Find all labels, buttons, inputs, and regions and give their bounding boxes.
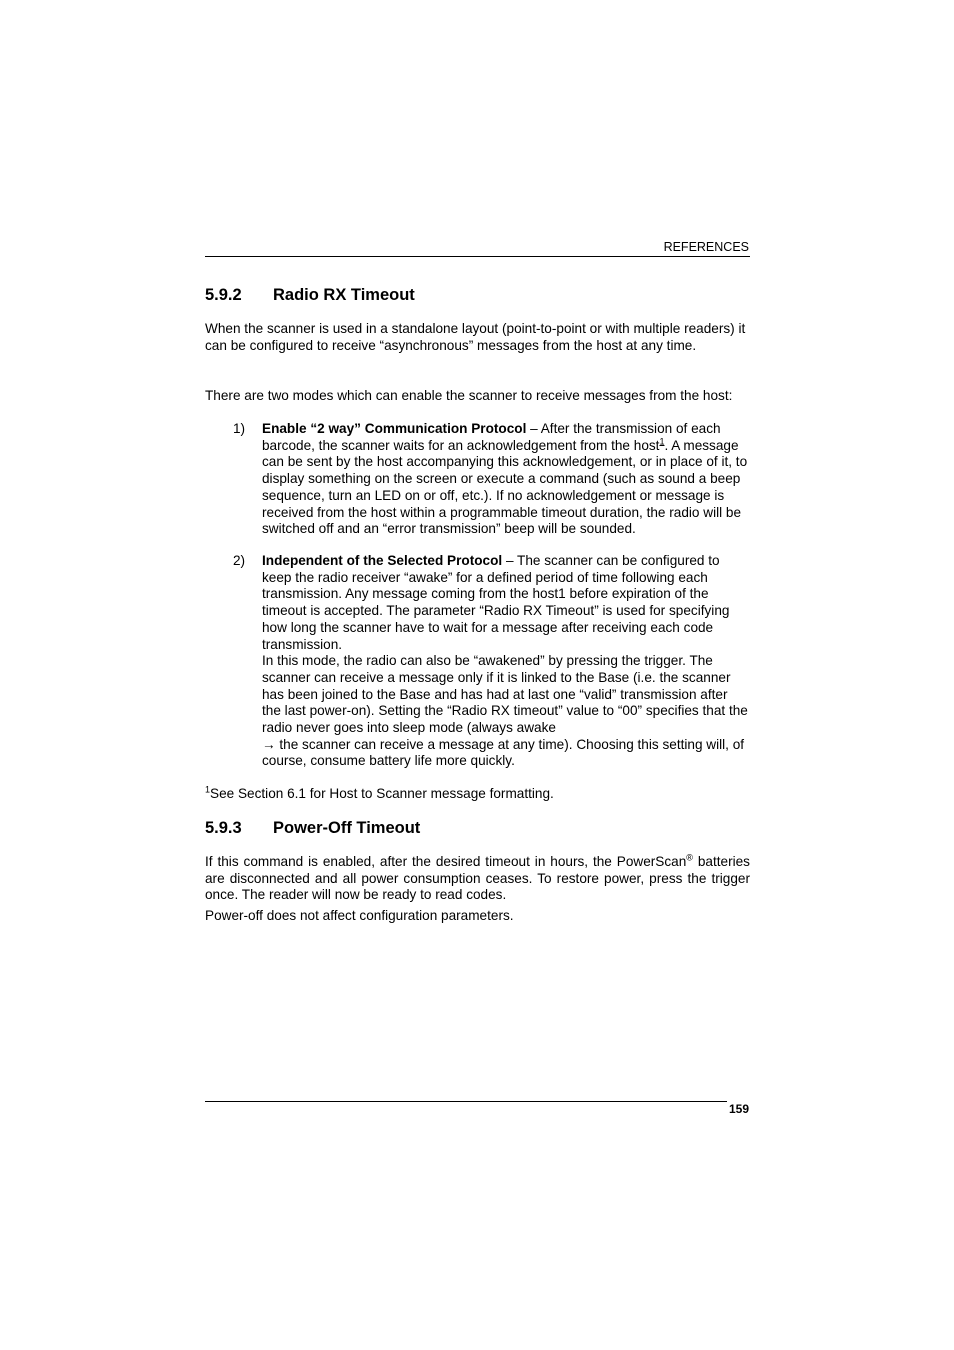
list-marker: 1) — [233, 421, 246, 436]
arrow-icon: → — [262, 736, 276, 752]
footnote-text: See Section 6.1 for Host to Scanner message formatting. — [210, 786, 554, 801]
list-item-text-continued: In this mode, the radio can also be “awakened” by pressing the trigger. The scanner can receive a message only if it is linked to the Base (i.e. the scanner has been joined to the Base and has had at last one “valid” transmission after the last power-on). Setting the “Radio RX timeout” value to “00” specifies that the radio never goes into sleep mode (always awake — [262, 653, 748, 736]
list-item-text: – After the transmission of each barcode, the scanner waits for an acknowledgement from the host — [262, 421, 721, 453]
section-number: 5.9.2 — [205, 286, 242, 304]
section-number: 5.9.3 — [205, 819, 242, 837]
power-off-note: Power-off does not affect configuration parameters. — [205, 908, 514, 923]
registered-mark: ® — [686, 852, 693, 863]
list-item-body — [262, 421, 750, 538]
section-title: Power-Off Timeout — [273, 819, 421, 837]
footer-divider — [205, 1101, 727, 1102]
header-divider — [205, 256, 750, 257]
footnote-reference-link[interactable]: 1 — [659, 436, 665, 447]
list-item-body — [262, 553, 750, 770]
modes-paragraph: There are two modes which can enable the scanner to receive messages from the host: — [205, 388, 733, 403]
section-title: Radio RX Timeout — [273, 286, 415, 304]
list-item-text: – The scanner can be configured to keep the radio receiver “awake” for a defined period of time following each transmission. Any message coming from the host1 before expiration of the timeout is accepted. The parameter “Radio RX Timeout” is used for specifying how long the scanner have to wait for a message after receiving each code transmission. — [262, 553, 730, 652]
footnote-mark: 1 — [205, 784, 211, 795]
intro-paragraph: When the scanner is used in a standalone layout (point-to-point or with multiple readers) it can be configured to receive “asynchronous” messages from the host at any time. — [205, 321, 746, 353]
list-marker: 2) — [233, 553, 246, 568]
section-heading-5-9-3 — [205, 819, 420, 838]
page-number: 159 — [728, 1102, 749, 1116]
list-item-text-end: the scanner can receive a message at any time). Choosing this setting will, of course, consume battery life more quickly. — [262, 736, 745, 769]
footnote — [205, 786, 750, 803]
power-off-text: If this command is enabled, after the desired timeout in hours, the PowerScan — [205, 854, 687, 869]
list-item-title: Independent of the Selected Protocol — [262, 553, 503, 568]
power-off-paragraph — [205, 854, 750, 904]
list-item-title: Enable “2 way” Communication Protocol — [262, 421, 527, 436]
section-heading-5-9-2 — [205, 286, 415, 305]
list-item-text-continued: . A message can be sent by the host accompanying this acknowledgement, or in place of it, to display something on the screen or execute a command (such as sound a beep sequence, turn an LED on or off, etc.). If no acknowledgement or message is received from the host within a programmable timeout duration, the radio will be switched off and an “error transmission” beep will be sounded. — [262, 437, 748, 537]
running-header: REFERENCES — [663, 240, 749, 254]
power-off-text-continued: batteries are disconnected and all power consumption ceases. To restore power, press the trigger once. The reader will now be ready to read codes. — [205, 854, 750, 903]
